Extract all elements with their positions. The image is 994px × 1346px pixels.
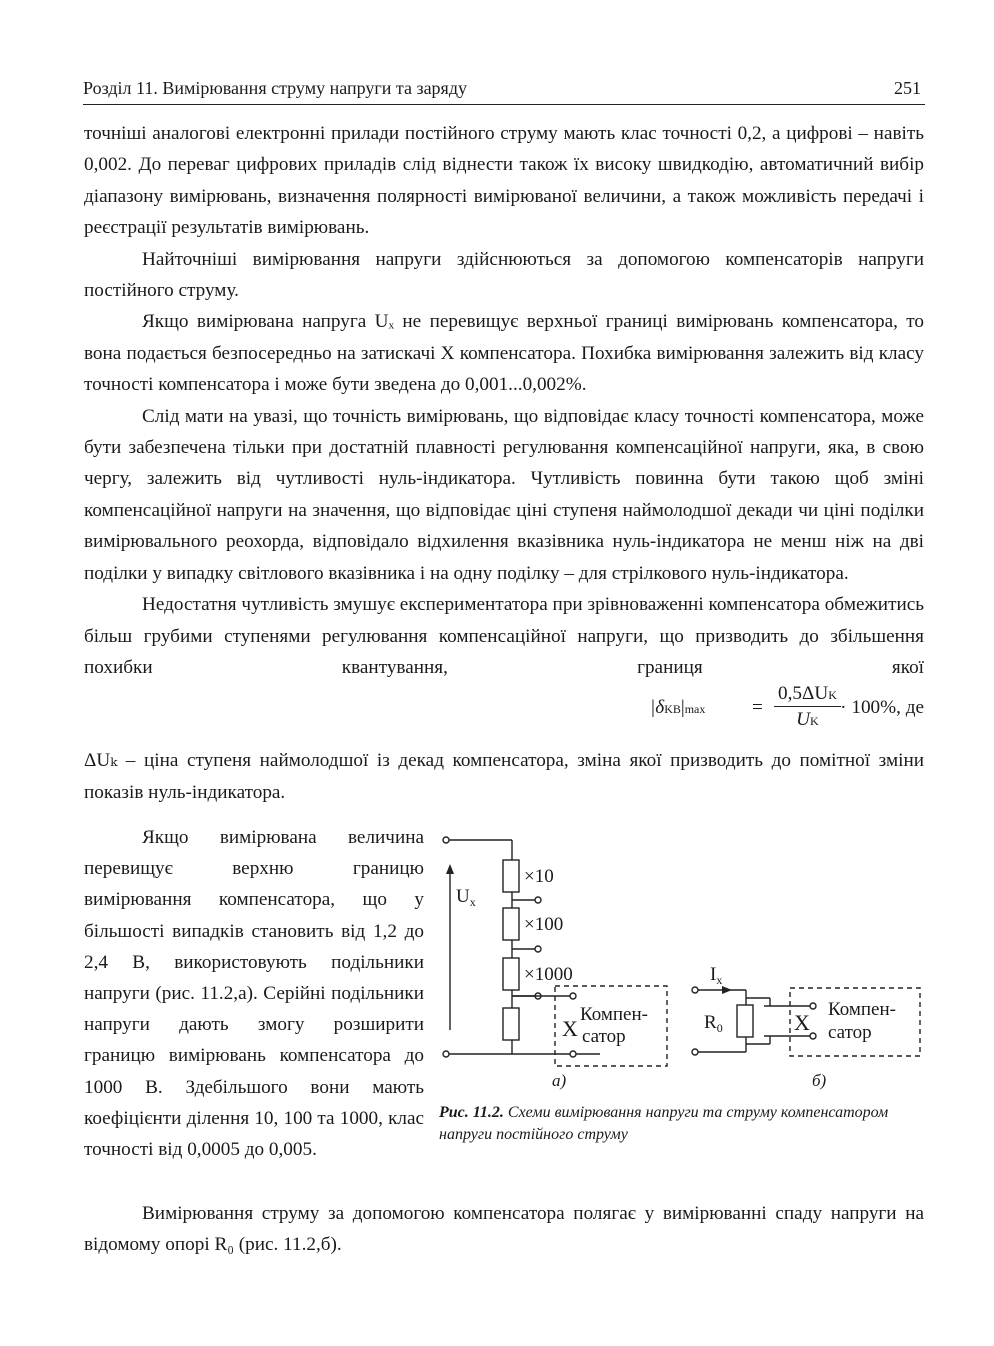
compensator-a-line2: сатор (582, 1026, 626, 1047)
left-column-text (84, 822, 424, 1165)
page-number: 251 (894, 78, 921, 98)
r0-label: $R_0$ (704, 1012, 723, 1035)
bottom-text (84, 1198, 924, 1261)
paragraph-7: Якщо вимірювана величина перевищує верхню границю вимірювання компенсатора, що у більшості випадків становить від 1,2 до 2,4 В, використовують подільники напруги (рис. 11.2,а). Серійні подільники напруги дають змогу розширити границю вимірювань компенсатора до 1000 В. Здебільшого вони мають коефіцієнти ділення 10, 100 та 1000, клас точності від 0,0005 до 0,005. (84, 827, 424, 1161)
divider-x1000: ×1000 (524, 964, 573, 985)
formula-fraction: 0,5ΔUK UK (774, 683, 841, 731)
paragraph-8: Вимірювання струму за допомогою компенсатора полягає у вимірюванні спаду напруги на відомому опорі R₀ (рис. 11.2,б). (84, 1203, 924, 1256)
caption-prefix: Рис. 11.2. (439, 1104, 504, 1121)
paragraph-1: точніші аналогові електронні прилади постійного струму мають клас точності 0,2, а цифрові – навіть 0,002. До переваг цифрових приладів слід віднести також їх високу швидкодію, автоматичний вибір діапазону вимірювань, визначення полярності вимірюваної величини, а також можливість передачі і реєстрації результатів вимірювань. (84, 123, 924, 239)
formula (84, 683, 924, 745)
divider-x100: ×100 (524, 914, 564, 935)
paragraph-3: Якщо вимірювана напруга Uₓ не перевищує верхньої границі вимірювань компенсатора, то вона подається безпосередньо на затискачі X компенсатора. Похибка вимірювання залежить від класу точності компенсатора і може бути зведена до 0,001...0,002%. (84, 311, 924, 396)
compensator-a-line1: Компен- (580, 1004, 648, 1025)
main-text (84, 118, 924, 808)
terminal-x-b: X (794, 1010, 810, 1035)
paragraph-4: Слід мати на увазі, що точність вимірювань, що відповідає класу точності компенсатора, може бути забезпечена тільки при достатній плавності регулювання компенсаційної напруги, яка, в свою чергу, залежить від чутливості нуль-індикатора. Чутливість повинна бути такою щоб зміні компенсаційної напруги на значення, що відповідає ціні ступеня наймолодшої декади чи ціні поділки вимірювального реохорда, відповідало відхилення вказівника нуль-індикатора не менш ніж на дві поділки у випадку світлового вказівника і на одну поділку – для стрілкового нуль-індикатора. (84, 405, 924, 584)
paragraph-2: Найточніші вимірювання напруги здійснюються за допомогою компенсаторів напруги постійного струму. (84, 248, 924, 302)
label-b: б) (812, 1071, 827, 1090)
caption-text: Схеми вимірювання напруги та струму компенсатором напруги постійного струму (439, 1104, 889, 1143)
compensator-b-line1: Компен- (828, 999, 896, 1020)
terminal-x-a: X (562, 1016, 578, 1041)
compensator-b-line2: сатор (828, 1022, 872, 1043)
running-header (83, 74, 925, 105)
figure-11-2 (440, 830, 930, 1090)
formula-eq: = (752, 697, 763, 719)
formula-tail: · 100%, де (840, 697, 924, 719)
formula-abs: |δKB|max (650, 697, 706, 719)
ix-label: $I_x$ (710, 964, 723, 987)
label-a: а) (552, 1071, 567, 1090)
ux-label: $U_x$ (456, 886, 476, 909)
divider-x10: ×10 (524, 866, 554, 887)
figure-caption (439, 1102, 927, 1146)
paragraph-5: Недостатня чутливість змушує експериментатора при зрівноваженні компенсатора обмежитись більш грубими ступенями регулювання компенсаційної напруги, що призводить до збільшення похибки квантування, границя якої (84, 594, 924, 678)
paragraph-6: ΔUₖ – ціна ступеня наймолодшої із декад компенсатора, зміна якої призводить до помітної зміни показів нуль-індикатора. (84, 750, 924, 803)
header-title: Розділ 11. Вимірювання струму напруги та заряду (83, 78, 467, 98)
